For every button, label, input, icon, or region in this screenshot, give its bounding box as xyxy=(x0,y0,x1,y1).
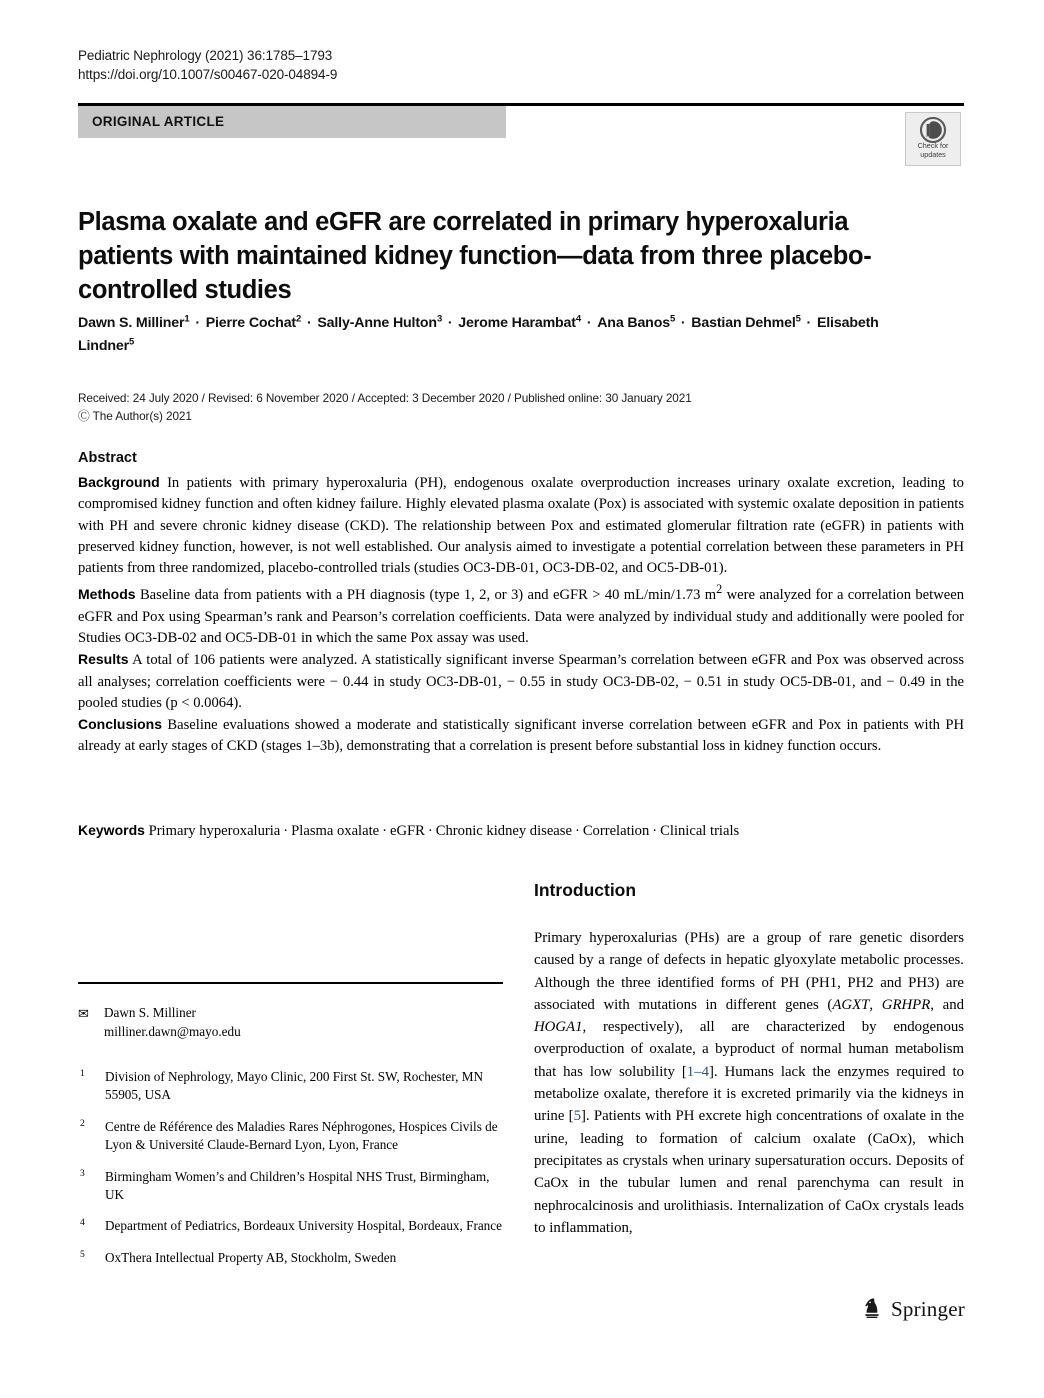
author-affiliation-marker: 4 xyxy=(575,313,582,325)
publication-history-block xyxy=(78,390,938,425)
abstract-text-results: A total of 106 patients were analyzed. A statistically significant inverse Spearman’s correlation between eGFR and Pox was observed across all analyses; correlation coefficients were − 0.44 in study OC3-DB-01, − 0.55 in study OC3-DB-02, − 0.51 in study OC5-DB-01, and − 0.49 in the pooled studies (p < 0.0064). xyxy=(78,652,965,711)
author-affiliation-marker: 5 xyxy=(795,313,801,325)
affiliation-row xyxy=(78,1068,508,1105)
keyword-separator: · xyxy=(652,823,658,839)
author-affiliation-marker: 2 xyxy=(296,313,302,325)
crossmark-line-2: updates xyxy=(920,149,946,159)
corresponding-author-name: Dawn S. Milliner xyxy=(104,1005,196,1020)
abstract-text-background: In patients with primary hyperoxaluria (PH), endogenous oxalate overproduction increases urinary oxalate excretion, leading to compromised kidney function and often kidney failure. Highly elevated plasma oxalate (Pox) is associated with systemic oxalate deposition in patients with PH and severe chronic kidney disease (CKD). The relationship between Pox and estimated glomerular filtration rate (eGFR) in patients with preserved kidney function, however, is not well established. Our analysis aimed to investigate a potential correlation between these parameters in PH patients from three randomized, placebo-controlled trials (studies OC3-DB-01, OC3-DB-02, and OC5-DB-01). xyxy=(78,475,964,577)
publication-history: Received: 24 July 2020 / Revised: 6 November 2020 / Accepted: 3 December 2020 / Published online: 30 January 2021 xyxy=(78,391,692,405)
intro-text-1: Primary hyperoxalurias (PHs) are a group of rare genetic disorders caused by a range of defects in hepatic glyoxylate metabolic processes. Although the three identified forms of PH (PH1, PH2 and PH3) are associated with mutations in different genes ( xyxy=(534,930,964,1013)
author-separator: · xyxy=(677,315,690,331)
author-separator: · xyxy=(444,315,457,331)
affiliation-number: 1 xyxy=(80,1068,85,1079)
abstract-methods-superscript: 2 xyxy=(716,582,723,597)
affiliation-text: OxThera Intellectual Property AB, Stockholm, Sweden xyxy=(105,1249,397,1265)
affiliation-text: Birmingham Women’s and Children’s Hospital NHS Trust, Birmingham, UK xyxy=(105,1168,490,1203)
intro-text-3: ]. Humans lack the enzymes required to metabolize oxalate, therefore it is excreted primarily via the kidneys in urine [ xyxy=(534,1063,965,1125)
abstract-section-conclusions xyxy=(78,714,964,758)
abstract-heading: Abstract xyxy=(78,450,137,466)
article-type-label: ORIGINAL ARTICLE xyxy=(92,114,225,129)
keyword-separator: · xyxy=(574,823,580,839)
abstract-label-background: Background xyxy=(78,474,160,490)
affiliation-number: 5 xyxy=(80,1248,85,1260)
author-affiliation-marker: 5 xyxy=(669,313,676,325)
keyword-item[interactable]: eGFR xyxy=(390,823,425,839)
author-name: Jerome Harambat xyxy=(458,315,576,331)
author-list xyxy=(78,312,938,358)
springer-knight-logo-icon xyxy=(862,1296,884,1322)
author-affiliation-marker: 1 xyxy=(184,313,190,325)
page-title: Plasma oxalate and eGFR are correlated in primary hyperoxaluria patients with maintained kidney function—data from three placebo-controlled studies xyxy=(78,208,872,305)
keyword-item[interactable]: Clinical trials xyxy=(660,823,740,839)
keyword-separator: · xyxy=(427,823,433,839)
intro-sep-1: , xyxy=(869,996,882,1013)
article-type-banner xyxy=(78,106,506,138)
affiliation-number: 2 xyxy=(80,1117,85,1129)
keyword-item[interactable]: Correlation xyxy=(582,823,650,839)
intro-sep-2: , and xyxy=(930,996,965,1013)
affiliation-row xyxy=(78,1168,508,1205)
author-affiliation-marker: 5 xyxy=(128,336,135,348)
intro-text-2: , respectively), all are characterized by endogenous overproduction of oxalate, a byproduct of normal human metabolism that has low solubility [ xyxy=(534,1019,964,1080)
correspondence-block xyxy=(78,1004,503,1041)
journal-citation-block xyxy=(78,46,337,84)
keyword-item[interactable]: Primary hyperoxaluria xyxy=(148,823,281,839)
author-separator: · xyxy=(583,315,596,331)
abstract-label-conclusions: Conclusions xyxy=(78,716,163,733)
author-separator: · xyxy=(802,315,815,331)
keywords-label: Keywords xyxy=(78,822,145,838)
corresponding-author-email[interactable]: milliner.dawn@mayo.edu xyxy=(104,1023,241,1039)
publisher-footer xyxy=(862,1296,965,1322)
author-affiliation-marker: 3 xyxy=(436,313,443,325)
abstract-label-results: Results xyxy=(78,651,129,668)
envelope-icon: ✉ xyxy=(78,1006,89,1021)
abstract-section-background xyxy=(78,472,964,579)
doi-link[interactable]: https://doi.org/10.1007/s00467-020-04894-9 xyxy=(78,67,338,82)
crossmark-icon xyxy=(920,117,946,143)
keyword-separator: · xyxy=(382,823,387,839)
keyword-separator: · xyxy=(283,823,289,839)
abstract-section-results xyxy=(78,649,964,714)
affiliation-row xyxy=(78,1118,508,1155)
author-name: Ana Banos xyxy=(597,315,670,331)
crossmark-line-1: Check for xyxy=(917,141,949,150)
author-name: Pierre Cochat xyxy=(205,315,297,331)
copyright-line: Ⓒ The Author(s) 2021 xyxy=(78,408,192,423)
affiliation-text: Department of Pediatrics, Bordeaux University Hospital, Bordeaux, France xyxy=(105,1218,502,1234)
gene-name-grhpr: GRHPR xyxy=(881,996,931,1013)
introduction-column xyxy=(534,880,964,1239)
affiliation-number: 4 xyxy=(80,1217,85,1229)
affiliation-list xyxy=(78,1068,508,1280)
author-name: Dawn S. Milliner xyxy=(78,315,185,331)
author-name: Sally-Anne Hulton xyxy=(317,315,437,331)
affiliation-number: 3 xyxy=(80,1167,85,1179)
author-separator: · xyxy=(191,315,204,331)
affiliation-row xyxy=(78,1217,508,1235)
affiliation-row xyxy=(78,1249,508,1267)
publisher-name: Springer xyxy=(891,1296,965,1321)
keyword-item[interactable]: Chronic kidney disease xyxy=(435,823,572,839)
abstract-section-methods xyxy=(78,579,964,649)
intro-text-4: ]. Patients with PH excrete high concentrations of oxalate in the urine, leading to formation of calcium oxalate (CaOx), which precipitates as crystals when urinary supersaturation occurs. Deposits of CaOx in the tubular lumen and renal parenchyma can result in nephrocalcinosis and urolithiasis. Internalization of CaOx crystals leads to inflammation, xyxy=(534,1108,965,1236)
author-name: Elisabeth Lindner xyxy=(78,315,879,354)
journal-citation: Pediatric Nephrology (2021) 36:1785–1793 xyxy=(78,48,333,63)
keywords-block xyxy=(78,820,964,842)
keywords-items xyxy=(149,823,740,839)
abstract-text-methods-b: were analyzed for a correlation between eGFR and Pox using Spearman’s rank and Pearson’s correlation coefficients. Data were analyzed by individual study and additionally were pooled for Studies OC3-DB-02 and OC5-DB-01 in which the same Pox assay was used. xyxy=(78,587,964,646)
author-separator: · xyxy=(303,315,316,331)
abstract-body xyxy=(78,472,964,758)
introduction-body xyxy=(534,927,964,1239)
abstract-text-conclusions: Baseline evaluations showed a moderate and statistically significant inverse correlation between eGFR and Pox in patients with PH already at early stages of CKD (stages 1–3b), demonstrating that a correlation is present before substantial loss in kidney function occurs. xyxy=(78,717,965,755)
introduction-heading: Introduction xyxy=(534,880,637,900)
crossmark-badge[interactable] xyxy=(905,112,961,166)
citation-link-5[interactable]: 5 xyxy=(573,1108,581,1125)
abstract-label-methods: Methods xyxy=(78,586,136,603)
keyword-item[interactable]: Plasma oxalate xyxy=(291,823,380,839)
footnote-divider xyxy=(78,982,503,984)
crossmark-caption xyxy=(906,142,960,159)
author-name: Bastian Dehmel xyxy=(691,315,796,331)
abstract-text-methods-a: Baseline data from patients with a PH diagnosis (type 1, 2, or 3) and eGFR > 40 mL/min/1.73 m xyxy=(139,587,717,604)
gene-name-agxt: AGXT xyxy=(832,996,870,1013)
affiliation-text: Centre de Référence des Maladies Rares Néphrogones, Hospices Civils de Lyon & Université Claude-Bernard Lyon, Lyon, France xyxy=(105,1118,498,1153)
citation-link-1-4[interactable]: 1–4 xyxy=(686,1063,709,1080)
gene-name-hoga1: HOGA1 xyxy=(534,1019,583,1036)
affiliation-text: Division of Nephrology, Mayo Clinic, 200 First St. SW, Rochester, MN 55905, USA xyxy=(105,1069,483,1103)
